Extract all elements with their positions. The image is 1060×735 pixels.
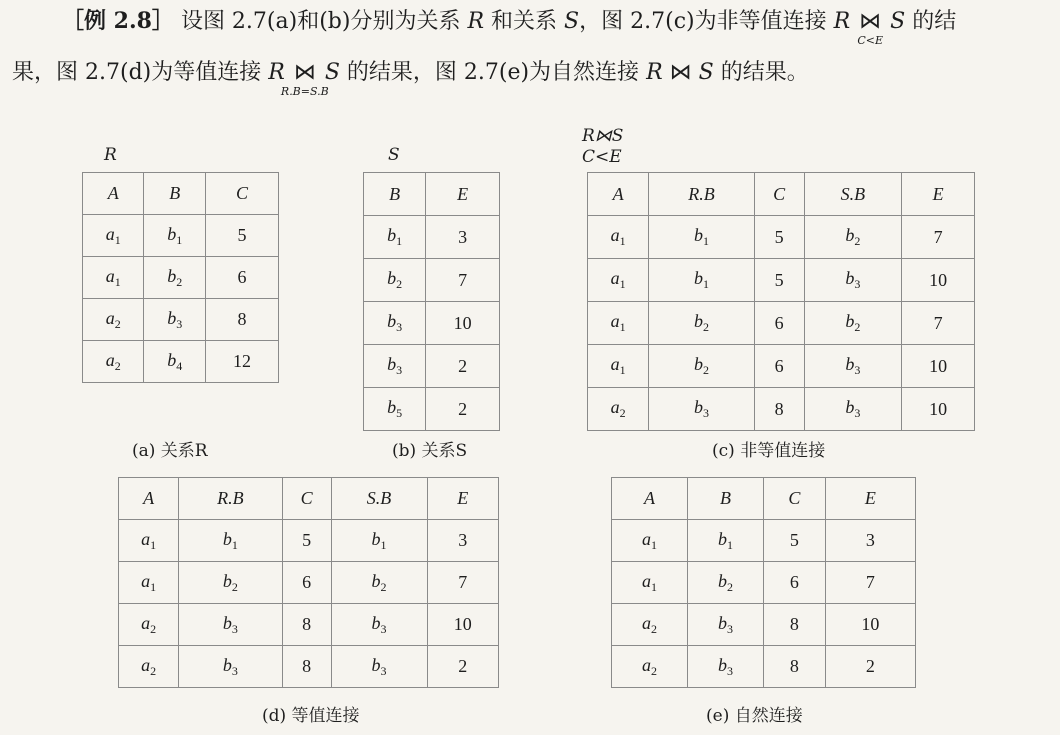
table-cell: $b_1$	[331, 520, 427, 562]
table-cell: $b_1$	[649, 216, 754, 259]
table-row	[119, 520, 499, 562]
table-cell: 6	[754, 302, 804, 345]
table-cell: 8	[763, 604, 825, 646]
table-cell: 8	[282, 646, 331, 688]
caption-e: (e) 自然连接	[706, 706, 803, 726]
table-cell: 5	[763, 520, 825, 562]
table-cell: $b_3$	[331, 604, 427, 646]
table-row	[588, 302, 975, 345]
table-cell: $a_1$	[588, 259, 649, 302]
table-row	[83, 299, 279, 341]
column-header: B	[687, 478, 763, 520]
column-header: C	[754, 173, 804, 216]
table-cell: 5	[754, 259, 804, 302]
table-cell: $b_3$	[179, 646, 282, 688]
column-header: E	[427, 478, 499, 520]
table-cell: $b_2$	[804, 302, 902, 345]
table-cell: $b_3$	[804, 388, 902, 431]
table-cell: 12	[205, 341, 278, 383]
table-theta-join	[587, 172, 975, 431]
table-cell: $b_3$	[179, 604, 282, 646]
table-row	[612, 646, 916, 688]
table-row	[588, 216, 975, 259]
table-cell: 6	[205, 257, 278, 299]
column-header: C	[282, 478, 331, 520]
table-cell: $b_2$	[687, 562, 763, 604]
table-header-row	[364, 173, 500, 216]
table-header-row	[83, 173, 279, 215]
table-cell: 10	[427, 604, 499, 646]
column-header: B	[364, 173, 426, 216]
table-relation-r	[82, 172, 279, 383]
table-cell: 6	[282, 562, 331, 604]
table-cell: 7	[426, 259, 500, 302]
table-header-row	[588, 173, 975, 216]
table-cell: 8	[282, 604, 331, 646]
table-cell: $b_1$	[649, 259, 754, 302]
table-c-title-line1: R⋈S	[582, 126, 624, 146]
table-row	[83, 341, 279, 383]
table-cell: $a_1$	[83, 215, 144, 257]
table-cell: $a_1$	[83, 257, 144, 299]
table-row	[612, 604, 916, 646]
text-segment: 和关系	[491, 9, 558, 34]
table-row	[364, 345, 500, 388]
column-header: A	[588, 173, 649, 216]
table-cell: $a_1$	[588, 345, 649, 388]
caption-a: (a) 关系R	[132, 441, 208, 461]
column-header: S.B	[804, 173, 902, 216]
join-condition: R.B=S.B	[280, 85, 329, 98]
table-cell: 2	[427, 646, 499, 688]
table-cell: 3	[825, 520, 915, 562]
table-cell: $b_1$	[179, 520, 282, 562]
text-segment: 果，图 2.7(d)为等值连接	[12, 60, 262, 85]
table-cell: $b_3$	[687, 604, 763, 646]
table-row	[364, 216, 500, 259]
table-cell: 6	[754, 345, 804, 388]
table-cell: 7	[902, 302, 975, 345]
table-cell: 6	[763, 562, 825, 604]
table-cell: $a_2$	[612, 604, 688, 646]
column-header: C	[763, 478, 825, 520]
table-cell: 8	[763, 646, 825, 688]
table-natural-join	[611, 477, 916, 688]
table-cell: $b_3$	[649, 388, 754, 431]
table-cell: $a_1$	[588, 302, 649, 345]
table-cell: 5	[754, 216, 804, 259]
table-cell: $b_1$	[144, 215, 205, 257]
table-cell: $b_2$	[144, 257, 205, 299]
table-cell: 3	[427, 520, 499, 562]
table-header-row	[119, 478, 499, 520]
table-cell: 8	[754, 388, 804, 431]
table-cell: $b_2$	[804, 216, 902, 259]
relation-r: R	[646, 60, 663, 85]
table-b-title: S	[388, 145, 400, 165]
table-cell: 7	[427, 562, 499, 604]
relation-s: S	[698, 60, 714, 85]
table-cell: $b_3$	[144, 299, 205, 341]
column-header: A	[83, 173, 144, 215]
table-cell: 5	[282, 520, 331, 562]
text-segment: 的结果。	[720, 60, 809, 85]
table-cell: $a_1$	[612, 520, 688, 562]
table-cell: $b_1$	[687, 520, 763, 562]
table-row	[83, 257, 279, 299]
table-cell: $a_1$	[119, 562, 179, 604]
table-cell: 7	[902, 216, 975, 259]
join-condition: C<E	[857, 34, 884, 47]
table-cell: $a_2$	[119, 604, 179, 646]
relation-r: R	[268, 60, 285, 85]
table-cell: $b_4$	[144, 341, 205, 383]
caption-d: (d) 等值连接	[262, 706, 360, 726]
table-cell: 10	[902, 388, 975, 431]
table-cell: 10	[902, 259, 975, 302]
table-row	[612, 562, 916, 604]
text-segment: 的结果，图 2.7(e)为自然连接	[346, 60, 640, 85]
text-segment: ，图 2.7(c)为非等值连接	[579, 9, 827, 34]
table-row	[588, 345, 975, 388]
table-cell: $b_3$	[804, 345, 902, 388]
column-header: A	[612, 478, 688, 520]
table-cell: 2	[426, 388, 500, 431]
column-header: R.B	[649, 173, 754, 216]
column-header: C	[205, 173, 278, 215]
equi-join-symbol	[280, 58, 329, 98]
table-row	[588, 388, 975, 431]
table-cell: $a_1$	[588, 216, 649, 259]
table-a-title: R	[104, 145, 117, 165]
column-header: E	[902, 173, 975, 216]
table-cell: 10	[825, 604, 915, 646]
table-row	[83, 215, 279, 257]
table-cell: $a_2$	[612, 646, 688, 688]
table-cell: $b_2$	[331, 562, 427, 604]
table-cell: $b_3$	[364, 345, 426, 388]
table-row	[119, 562, 499, 604]
example-label: ［例 2.8］	[62, 8, 174, 34]
table-row	[119, 646, 499, 688]
column-header: A	[119, 478, 179, 520]
table-cell: 2	[426, 345, 500, 388]
text-segment: 设图 2.7(a)和(b)分别为关系	[180, 9, 461, 34]
table-cell: $a_2$	[83, 299, 144, 341]
table-cell: $b_2$	[649, 302, 754, 345]
text-segment: 的结	[912, 9, 957, 34]
relation-r: R	[833, 9, 851, 34]
table-cell: 3	[426, 216, 500, 259]
table-cell: $b_2$	[364, 259, 426, 302]
natural-join-icon: ⋈	[669, 60, 692, 85]
column-header: S.B	[331, 478, 427, 520]
table-cell: $b_3$	[687, 646, 763, 688]
table-row	[119, 604, 499, 646]
caption-b: (b) 关系S	[392, 441, 468, 461]
table-cell: $b_3$	[331, 646, 427, 688]
table-cell: $b_5$	[364, 388, 426, 431]
column-header: E	[825, 478, 915, 520]
table-row	[612, 520, 916, 562]
table-row	[364, 259, 500, 302]
relation-s: S	[564, 9, 580, 34]
table-cell: 10	[902, 345, 975, 388]
relation-r: R	[467, 9, 485, 34]
table-cell: $a_1$	[119, 520, 179, 562]
table-row	[364, 302, 500, 345]
table-cell: $b_3$	[804, 259, 902, 302]
table-cell: $a_2$	[588, 388, 649, 431]
join-icon: ⋈	[293, 60, 316, 85]
relation-s: S	[890, 9, 906, 34]
table-relation-s	[363, 172, 500, 431]
table-cell: 10	[426, 302, 500, 345]
table-cell: 8	[205, 299, 278, 341]
table-cell: $b_2$	[649, 345, 754, 388]
table-equi-join	[118, 477, 499, 688]
column-header: R.B	[179, 478, 282, 520]
table-row	[588, 259, 975, 302]
table-cell: 2	[825, 646, 915, 688]
paragraph-line-2	[12, 58, 809, 98]
table-cell: $a_2$	[83, 341, 144, 383]
table-header-row	[612, 478, 916, 520]
table-cell: 7	[825, 562, 915, 604]
table-cell: $a_2$	[119, 646, 179, 688]
table-cell: $b_1$	[364, 216, 426, 259]
relation-s: S	[324, 60, 340, 85]
table-row	[364, 388, 500, 431]
join-icon: ⋈	[859, 9, 882, 34]
paragraph-line-1	[62, 6, 957, 47]
table-cell: $b_2$	[179, 562, 282, 604]
column-header: E	[426, 173, 500, 216]
table-c-title-line2: C<E	[582, 147, 622, 167]
table-cell: $a_1$	[612, 562, 688, 604]
table-cell: 5	[205, 215, 278, 257]
caption-c: (c) 非等值连接	[712, 441, 826, 461]
table-cell: $b_3$	[364, 302, 426, 345]
theta-join-symbol	[857, 7, 884, 47]
column-header: B	[144, 173, 205, 215]
